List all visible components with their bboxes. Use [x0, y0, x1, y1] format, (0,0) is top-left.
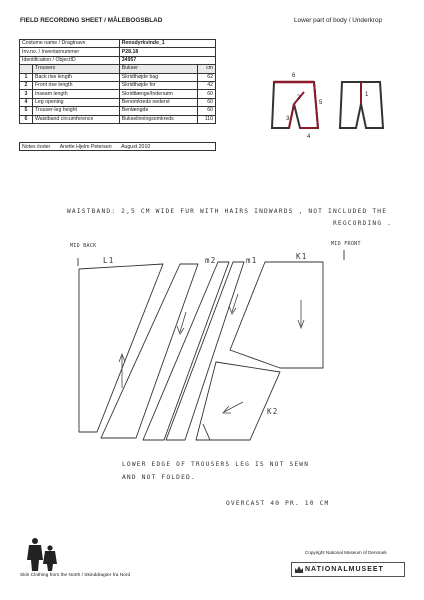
diagram-number: 4 [307, 134, 311, 140]
pattern-piece-k2-fold [203, 424, 210, 440]
row-cm: 60 [197, 107, 215, 115]
grain-arrow-down-icon [177, 312, 186, 334]
row-danish: Benomkreds nederst [119, 98, 197, 106]
diagram-number: 3 [286, 116, 290, 122]
diagram-number: 5 [319, 100, 323, 106]
lower-edge-note-line2: AND NOT FOLDED. [122, 474, 196, 481]
row-danish: Bukselinningsomkreds [119, 115, 197, 123]
row-danish: Skridthøjde bag [119, 73, 197, 81]
pattern-piece-k2 [196, 362, 280, 440]
notes-date: August 2010 [121, 144, 151, 150]
identity-label: Identification / ObjectID [20, 56, 120, 64]
row-cm: 60 [197, 90, 215, 98]
skin-clothing-logo-icon [22, 536, 64, 572]
diagram-number: 1 [365, 92, 369, 98]
waistband-note-line2: REGCORDING . [333, 220, 393, 227]
museum-name: NATIONALMUSEET [305, 566, 384, 573]
row-number: 4 [20, 98, 33, 106]
column-header: cm [197, 65, 215, 73]
row-english: Inseam length [33, 90, 120, 98]
waistband-note-line1: WAISTBAND: 2,5 CM WIDE FUR WITH HAIRS INDWARDS , NOT INCLUDED THE [67, 208, 388, 215]
grain-arrow-down-icon [298, 300, 304, 328]
row-number: 3 [20, 90, 33, 98]
pattern-piece-k1 [230, 262, 323, 368]
diagram-number: 6 [292, 73, 296, 79]
diagram-number: 2 [297, 95, 301, 101]
identity-label: Inv.no. / Inventarnummer [20, 48, 120, 56]
notes-label: Notes /noter [22, 144, 51, 150]
grain-arrow-left-icon [223, 402, 243, 413]
row-cm: 62 [197, 73, 215, 81]
row-number: 6 [20, 115, 33, 123]
row-english: Back rise length [33, 73, 120, 81]
row-number: 2 [20, 81, 33, 89]
piece-label-m1: m1 [246, 256, 258, 265]
row-english: Leg opening [33, 98, 120, 106]
identity-value: Rensdyrkvinde_1 [119, 40, 215, 48]
piece-label-k1: K1 [296, 252, 308, 261]
sheet-title: FIELD RECORDING SHEET / MÅLEBOGSBLAD [20, 17, 163, 24]
identity-value: P28.18 [119, 48, 215, 56]
pattern-piece-l1 [79, 264, 163, 432]
mid-back-label: MID BACK [70, 243, 97, 249]
identity-label: Costume name / Dragtnavn [20, 40, 120, 48]
copyright-text: Copyright National Museum of Denmark [305, 550, 387, 555]
overcast-note: OVERCAST 40 PR. 10 CM [226, 500, 330, 507]
row-cm: 42 [197, 81, 215, 89]
section-title: Lower part of body / Underkrop [294, 17, 383, 24]
row-english: Trouser-leg height [33, 107, 120, 115]
piece-label-k2: K2 [267, 407, 279, 416]
pattern-piece-m2 [143, 262, 229, 440]
row-danish: Skridthøjde for [119, 81, 197, 89]
row-number: 5 [20, 107, 33, 115]
grain-arrow-up-icon [119, 354, 125, 388]
identity-value: 34957 [119, 56, 215, 64]
row-cm: 60 [197, 98, 215, 106]
project-caption: Skin Clothing from the North / Skinddragter fra Nord [20, 573, 131, 578]
crown-icon [294, 564, 304, 575]
notes-author: Anette Hjelm Petersen [59, 144, 112, 150]
row-number: 1 [20, 73, 33, 81]
row-danish: Benlængde [119, 107, 197, 115]
piece-label-m2: m2 [205, 256, 217, 265]
row-cm: 110 [197, 115, 215, 123]
row-english: Waistband circumference [33, 115, 120, 123]
row-english: Front rise length [33, 81, 120, 89]
column-header: Trousers [33, 65, 120, 73]
pattern-piece-l1-panel [101, 264, 198, 438]
column-header: Bukser [119, 65, 197, 73]
piece-label-l1: L1 [103, 256, 115, 265]
row-danish: Skridtlænge/Indersøm [119, 90, 197, 98]
mid-front-label: MID FRONT [331, 241, 361, 247]
lower-edge-note-line1: LOWER EDGE OF TROUSERS LEG IS NOT SEWN [122, 461, 310, 468]
